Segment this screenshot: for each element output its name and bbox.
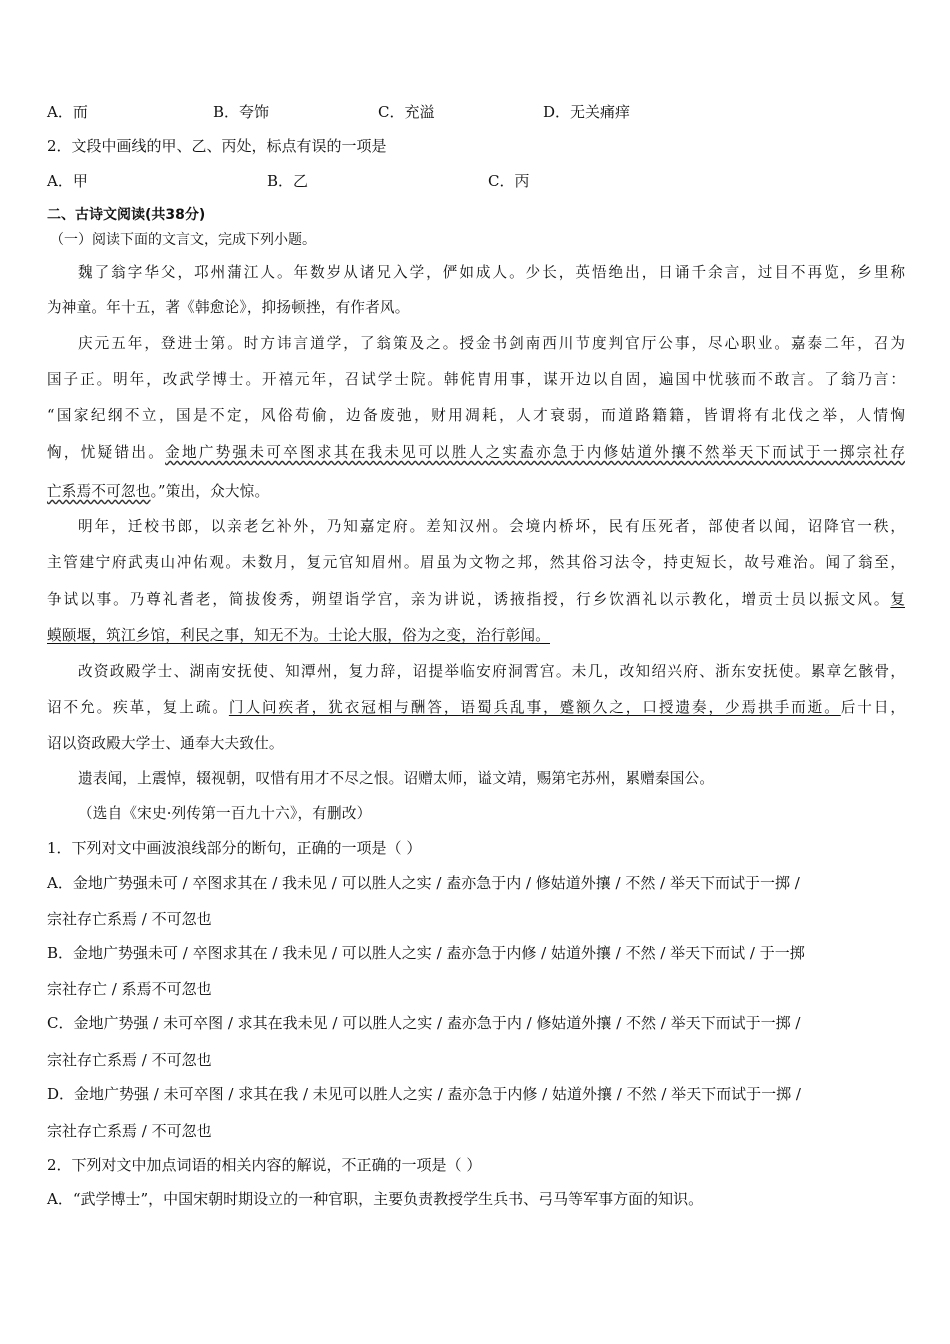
passage-line [47, 698, 905, 718]
section-instruction: （一）阅读下面的文言文，完成下列小题。 [50, 232, 316, 248]
passage-text: 诏不允。疾革，复上疏。 [47, 699, 229, 716]
passage-line: 明年，迁校书郎，以亲老乞补外，乃知嘉定府。差知汉州。会境内桥坏，民有压死者，部使者以闻，诏降官一秩， [78, 518, 905, 535]
passage-line [47, 482, 269, 502]
question-stem: 2．文段中画线的甲、乙、丙处，标点有误的一项是 [47, 137, 387, 155]
passage-line: 主管建宁府武夷山冲佑观。未数月，复元官知眉州。眉虽为文物之邦，然其俗习法令，持吏短长，故号难治。闻了翁至， [47, 554, 905, 571]
passage-line: 为神童。年十五，著《韩愈论》，抑扬顿挫，有作者风。 [47, 299, 410, 316]
passage-source: （选自《宋史·列传第一百九十六》，有删改） [78, 805, 372, 822]
option-a: A．甲 [47, 172, 88, 190]
option-b: B．金地广势强未可 / 卒图求其在 / 我未见 / 可以胜人之实 / 盍亦急于内修 / 姑道外攘 / 不然 / 举天下而试 / 于一掷 [47, 944, 805, 962]
option-c: C．金地广势强 / 未可卒图 / 求其在我未见 / 可以胜人之实 / 盍亦急于内 / 修姑道外攘 / 不然 / 举天下而试于一掷 / [47, 1014, 801, 1032]
option-c-continued: 宗社存亡系焉 / 不可忽也 [47, 1051, 212, 1069]
passage-line [47, 590, 905, 610]
option-a: A．金地广势强未可 / 卒图求其在 / 我未见 / 可以胜人之实 / 盍亦急于内 / 修姑道外攘 / 不然 / 举天下而试于一掷 / [47, 874, 800, 892]
option-d: D．金地广势强 / 未可卒图 / 求其在我 / 未见可以胜人之实 / 盍亦急于内修 / 姑道外攘 / 不然 / 举天下而试于一掷 / [47, 1085, 801, 1103]
passage-line [47, 443, 905, 463]
option-b: B．夸饰 [213, 103, 270, 121]
passage-line: 国子正。明年，改武学博士。开禧元年，召试学士院。韩侂胄用事，谋开边以自固，遍国中忧骇而不敢言。了翁乃言： [47, 371, 905, 388]
passage-line: 魏了翁字华父，邛州蒲江人。年数岁从诸兄入学，俨如成人。少长，英悟绝出，日诵千余言，过目不再览，乡里称 [78, 264, 905, 281]
question-stem: 1．下列对文中画波浪线部分的断句，正确的一项是（ ） [47, 839, 422, 857]
passage-line: 改资政殿学士、湖南安抚使、知潭州，复力辞，诏提举临安府洞霄宫。未几，改知绍兴府、浙东安抚使。累章乞骸骨， [78, 663, 905, 680]
option-d: D．无关痛痒 [543, 103, 631, 121]
wavy-underlined-text: 金地广势强未可卒图求其在我未见可以胜人之实盍亦急于内修姑道外攘不然举天下而试于一掷宗社存 [165, 444, 905, 461]
passage-line: 诏以资政殿大学士、通奉大夫致仕。 [47, 735, 284, 752]
option-a-continued: 宗社存亡系焉 / 不可忽也 [47, 910, 212, 928]
passage-text: 争试以事。乃尊礼耆老，简拔俊秀，朔望诣学宫，亲为讲说，诱掖指授，行乡饮酒礼以示教化，增贡士员以振文风。 [47, 591, 891, 608]
underlined-text: 复 [890, 591, 905, 608]
passage-text: 后十日， [840, 699, 905, 716]
option-d-continued: 宗社存亡系焉 / 不可忽也 [47, 1122, 212, 1140]
option-b-continued: 宗社存亡 / 系焉不可忽也 [47, 980, 212, 998]
question-stem: 2．下列对文中加点词语的相关内容的解说，不正确的一项是（ ） [47, 1156, 482, 1174]
option-b: B．乙 [267, 172, 309, 190]
option-a: A．“武学博士”，中国宋朝时期设立的一种官职，主要负责教授学生兵书、弓马等军事方面的知识。 [47, 1190, 704, 1208]
option-a: A．而 [47, 103, 88, 121]
option-c: C．丙 [488, 172, 530, 190]
passage-text: 。”策出，众大惊。 [150, 483, 270, 500]
option-c: C．充溢 [378, 103, 435, 121]
passage-text: 恟，忧疑错出。 [47, 444, 166, 461]
underlined-text: 蟆颐堰，筑江乡馆，利民之事，知无不为。士论大服，俗为之变，治行彰闻。 [47, 627, 550, 644]
passage-line: “国家纪纲不立，国是不定，风俗苟偷，边备废弛，财用凋耗，人才衰弱，而道路籍籍，皆谓将有北伐之举，人情恟 [47, 407, 905, 424]
wavy-underlined-text: 亡系焉不可忽也 [47, 483, 151, 500]
underlined-text: 门人问疾者，犹衣冠相与酬答，语蜀兵乱事，蹙额久之，口授遗奏，少焉拱手而逝。 [228, 699, 841, 716]
section-title: 二、古诗文阅读(共38分) [47, 207, 206, 223]
passage-line: 遗表闻，上震悼，辍视朝，叹惜有用才不尽之恨。诏赠太师，谥文靖，赐第宅苏州，累赠秦国公。 [78, 770, 715, 787]
passage-line [47, 626, 550, 646]
passage-line: 庆元五年，登进士第。时方讳言道学，了翁策及之。授金书剑南西川节度判官厅公事，尽心职业。嘉泰二年，召为 [78, 335, 905, 352]
